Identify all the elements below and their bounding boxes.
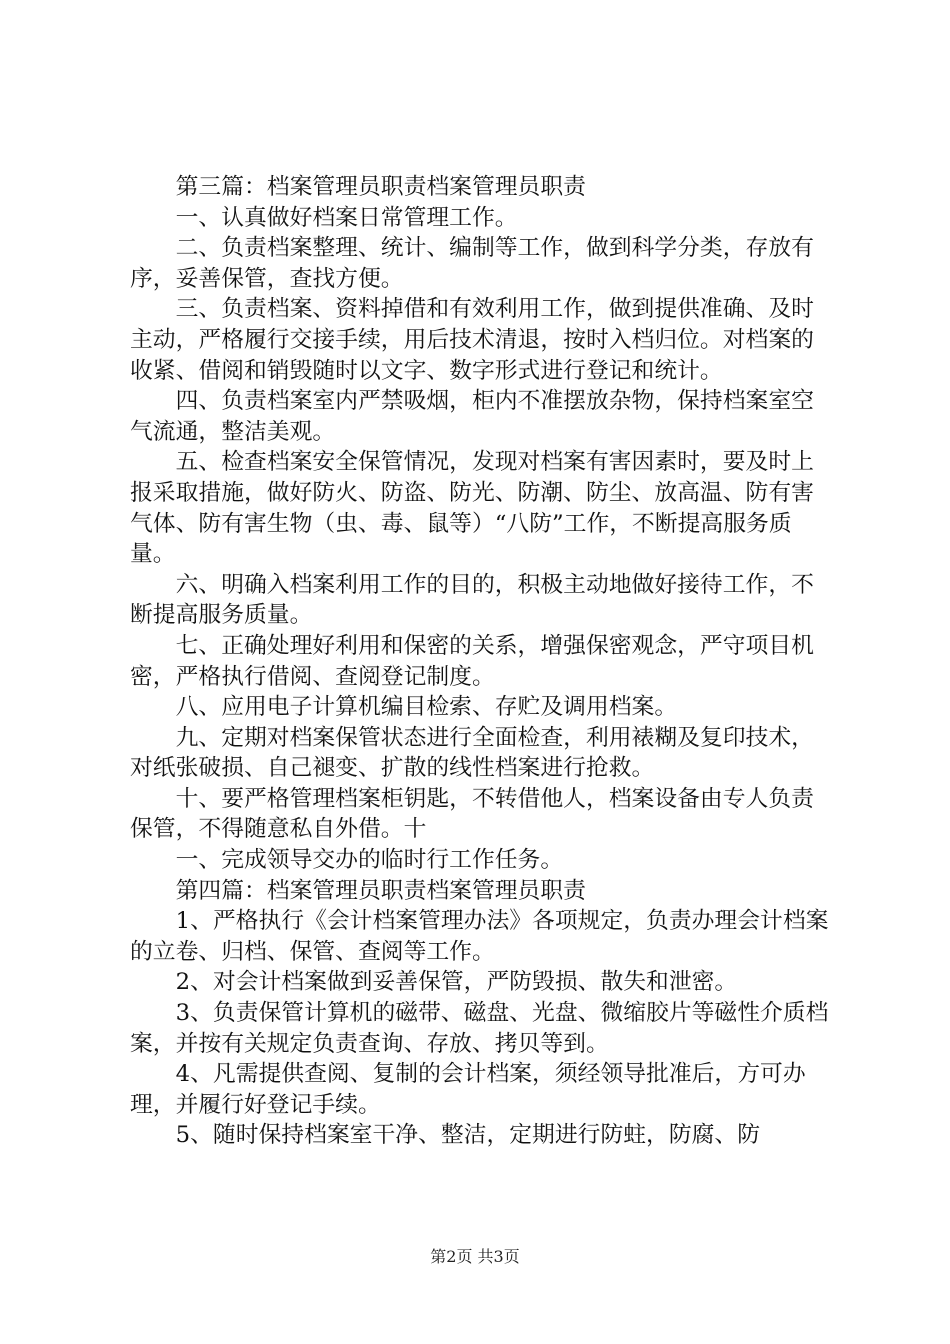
page-footer: 第2页 共3页 bbox=[430, 1247, 520, 1266]
paragraph: 五、检查档案安全保管情况，发现对档案有害因素时，要及时上报采取措施，做好防火、防盗、防光、防潮、防尘、放高温、防有害气体、防有害生物（虫、毒、鼠等）“八防”工作，不断提高服务质量。 bbox=[130, 449, 814, 568]
paragraph: 3、负责保管计算机的磁带、磁盘、光盘、微缩胶片等磁性介质档案，并按有关规定负责查询、存放、拷贝等到。 bbox=[130, 1000, 829, 1057]
paragraph: 二、负责档案整理、统计、编制等工作，做到科学分类，存放有序，妥善保管，查找方便。 bbox=[130, 235, 814, 292]
paragraph: 四、负责档案室内严禁吸烟，柜内不准摆放杂物，保持档案室空气流通，整洁美观。 bbox=[130, 388, 814, 445]
paragraph: 九、定期对档案保管状态进行全面检查，利用裱糊及复印技术，对纸张破损、自己褪变、扩散的线性档案进行抢救。 bbox=[130, 724, 814, 782]
paragraph: 六、明确入档案利用工作的目的，积极主动地做好接待工作，不断提高服务质量。 bbox=[130, 571, 814, 629]
paragraph: 十、要严格管理档案柜钥匙，不转借他人，档案设备由专人负责保管，不得随意私自外借。十 bbox=[130, 785, 814, 843]
paragraph: 4、凡需提供查阅、复制的会计档案，须经领导批准后，方可办理，并履行好登记手续。 bbox=[130, 1061, 806, 1118]
paragraph: 七、正确处理好利用和保密的关系，增强保密观念，严守项目机密，严格执行借阅、查阅登记制度。 bbox=[130, 632, 814, 690]
paragraph: 一、完成领导交办的临时行工作任务。 bbox=[175, 847, 564, 874]
paragraph: 第四篇：档案管理员职责档案管理员职责 bbox=[175, 877, 586, 904]
paragraph: 第三篇：档案管理员职责档案管理员职责 bbox=[175, 174, 586, 200]
paragraph: 三、负责档案、资料掉借和有效利用工作，做到提供准确、及时主动，严格履行交接手续，用后技术清退，按时入档归位。对档案的收紧、借阅和销毁随时以文字、数字形式进行登记和统计。 bbox=[130, 296, 814, 384]
paragraph: 2、对会计档案做到妥善保管，严防毁损、散失和泄密。 bbox=[175, 969, 738, 996]
paragraph: 1、严格执行《会计档案管理办法》各项规定，负责办理会计档案的立卷、归档、保管、查阅等工作。 bbox=[130, 908, 829, 965]
paragraph: 5、随时保持档案室干净、整洁，定期进行防蛀，防腐、防 bbox=[175, 1122, 761, 1149]
document-body bbox=[130, 172, 830, 1151]
paragraph: 一、认真做好档案日常管理工作。 bbox=[175, 204, 518, 231]
paragraph: 八、应用电子计算机编目检索、存贮及调用档案。 bbox=[175, 694, 678, 721]
